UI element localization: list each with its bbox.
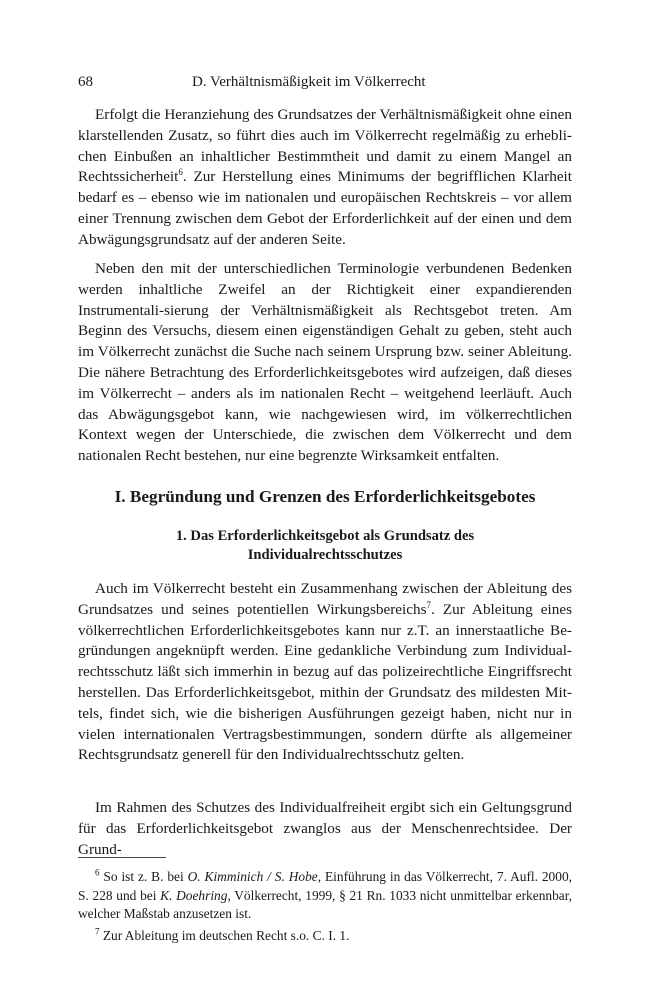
paragraph xyxy=(78,105,572,251)
subsection-heading xyxy=(78,527,572,565)
footnote xyxy=(78,868,572,924)
page-header xyxy=(78,74,572,94)
paragraph-text: . Zur Ableitung eines völkerrechtlichen Erforderlichkeitsgebotes kann nur z.T. an innerstaatliche Be-gründungen angeknüpft werden. Eine gedankliche Verbindung zum Individual-rechtsschutz läßt sich immerhin in bezug auf das polizeirechtliche Eingriffsrecht herstellen. Das Erforderlichkeitsgebot, mithin der Grundsatz des mildesten Mit-tels, findet sich, wie die bisherigen Ausführungen gezeigt haben, nicht nur in vielen internationalen Vertragsbestimmungen, sondern dürfte als allgemeiner Rechtsgrundsatz generell für den Individualrechtsschutz gelten. xyxy=(78,600,572,764)
paragraph-text: Erfolgt die Heranziehung des Grundsatzes der Verhältnismäßigkeit ohne einen klarstellenden Zusatz, so führt dies auch im Völkerrecht regelmäßig zu erhebli-chen Einbußen an inhaltlicher Bestimmtheit und damit zu einem Mangel an Rechtssicherheit xyxy=(78,106,572,186)
footnote-reference[interactable]: 6 xyxy=(178,167,183,178)
footnote-text: Zur Ableitung im deutschen Recht s.o. C. I. 1. xyxy=(102,928,350,943)
footnote-author: K. Doehring xyxy=(160,887,228,903)
page-number: 68 xyxy=(78,74,93,90)
paragraph xyxy=(78,579,572,766)
footnote-reference[interactable]: 7 xyxy=(426,599,431,610)
subsection-heading-line: Individualrechtsschutzes xyxy=(247,547,403,563)
paragraph: Neben den mit der unterschiedlichen Terminologie verbundenen Bedenken werden inhaltliche Zweifel an der Richtigkeit einer expandierenden Instrumentali-sierung der Verhältnismäßigkeit als Rechtsgebot treten. Am Beginn des Versuchs, diesem einen eigenständigen Gehalt zu geben, steht auch im Völkerrecht zunächst die Suche nach seinem Ursprung bzw. seiner Ableitung. Die nähere Betrachtung des Erforderlichkeitsgebotes wird aufzeigen, daß dieses im Völkerrecht – anders als im nationalen Recht – weitgehend leerläuft. Auch das Abwägungsgebot kann, wie nachgewiesen wird, im völkerrechtlichen Kontext wegen der Unterschiede, die zwischen dem Völkerrecht und dem nationalen Recht bestehen, nur eine begrenzte Wirksamkeit entfalten. xyxy=(78,260,572,465)
footnote-text: , Völkerrecht, 1999, § 21 Rn. 1033 nicht unmittelbar erkennbar, welcher Maßstab anzusetzen ist. xyxy=(78,887,572,922)
footnote-divider xyxy=(78,857,166,858)
paragraph-text: . Zur Herstellung eines Minimums der begrifflichen Klarheit bedarf es – ebenso wie im nationalen und europäischen Rechtskreis – vor allem einer Trennung zwischen dem Gebot der Erforderlichkeit auf der einen und dem Abwägungsgrundsatz auf der anderen Seite. xyxy=(78,168,572,248)
running-head: D. Verhältnismäßigkeit im Völkerrecht xyxy=(192,74,426,90)
footnote-text: , Einführung in das Völkerrecht, 7. Aufl. 2000, S. 228 und bei xyxy=(78,869,572,903)
footnote-text: So ist z. B. bei xyxy=(103,869,188,884)
paragraph: Im Rahmen des Schutzes des Individualfreiheit ergibt sich ein Geltungsgrund für das Erforderlichkeitsgebot zwanglos aus der Menschenrechtsidee. Der Grund- xyxy=(78,799,572,858)
footnote-marker: 6 xyxy=(95,867,100,878)
footnote-marker: 7 xyxy=(95,926,100,937)
footnote xyxy=(78,927,572,946)
section-heading: I. Begründung und Grenzen des Erforderlichkeitsgebotes xyxy=(114,487,536,506)
subsection-heading-line: 1. Das Erforderlichkeitsgebot als Grundsatz des xyxy=(175,528,475,544)
footnote-author: O. Kimminich / S. Hobe xyxy=(187,869,318,884)
paragraph-text: Auch im Völkerrecht besteht ein Zusammenhang zwischen der Ableitung des Grundsatzes und seines potentiellen Wirkungsbereichs xyxy=(78,580,572,618)
